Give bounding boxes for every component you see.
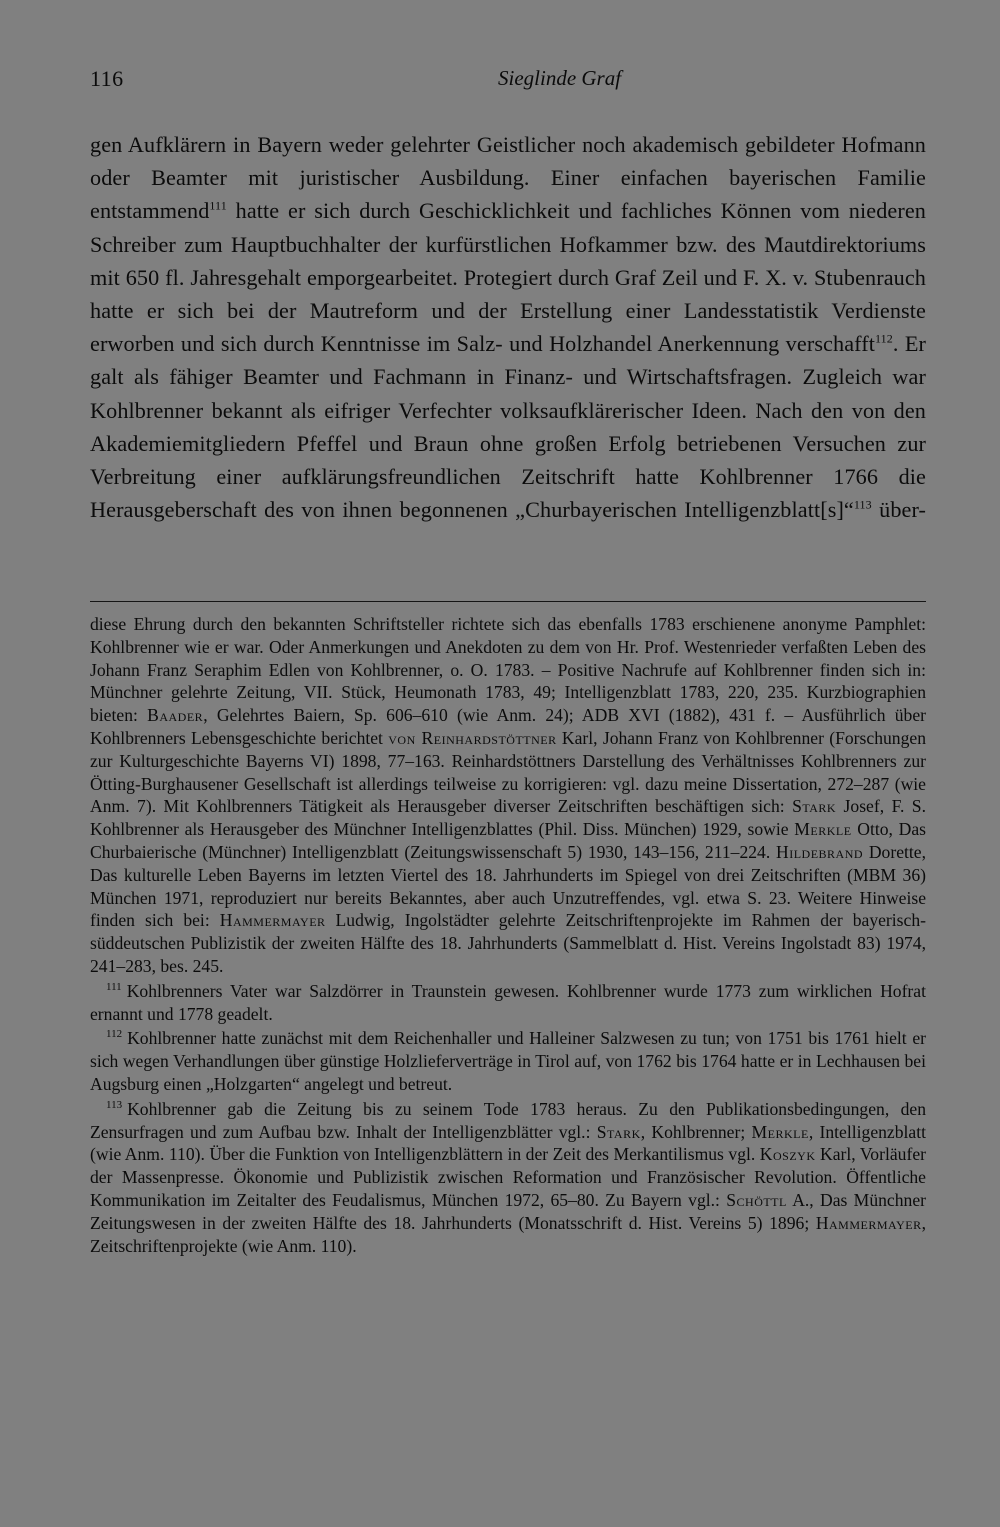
footnote-continued — [90, 613, 926, 978]
main-paragraph — [90, 128, 926, 526]
text-run: Kohlbrenner gab die Zeitung bis zu seinem Tode 1783 heraus. Zu den Publikationsbedingungen, den Zensurfragen und zum Aufbau bzw. Inhalt der Intelligenzblätter vgl.: — [90, 1098, 926, 1142]
author-name: Merkle — [794, 819, 852, 840]
footnote-marker[interactable]: 112 — [874, 331, 893, 346]
footnotes — [90, 611, 926, 1257]
page-header — [90, 66, 926, 96]
author-name: Merkle — [751, 1121, 809, 1142]
author-name: Koszyk — [759, 1144, 816, 1165]
text-run: Otto, Das Churbaierische (Münchner) Intelligenzblatt (Zeitungswissenschaft 5) 1930, 143–156, 211–224. — [90, 819, 926, 862]
footnote-111 — [90, 980, 926, 1026]
text-run: Kohlbrenner hatte zunächst mit dem Reichenhaller und Halleiner Salzwesen zu tun; von 1751 bis 1761 hielt er sich wegen Verhandlungen über günstige Holzlieferverträge in Tirol auf, von 1762 bis 1764 hatte er in Lechhausen bei Augsburg einen „Holzgarten“ angelegt und betreut. — [90, 1028, 926, 1094]
text-run: Karl, Vorläufer der Massenpresse. Ökonomie und Publizistik zwischen Reformation und Französischer Revolution. Öffentliche Kommunikation im Zeitalter des Feudalismus, München 1972, 65–80. Zu Bayern vgl.: — [90, 1144, 926, 1210]
text-run: . Er galt als fähiger Beamter und Fachmann in Finanz- und Wirtschaftsfragen. Zugleich war Kohlbrenner bekannt als eifriger Verfechter volksaufklärerischer Ideen. Nach den von den Akademiemitgliedern Pfeffel und Braun ohne großen Erfolg betriebenen Versuchen zur Verbreitung einer aufklärungsfreundlichen Zeitschrift hatte Kohlbrenner 1766 die Herausgeberschaft des von ihnen begonnenen „Churbayerischen Intelligenzblatt[s]“ — [90, 331, 926, 523]
author-name: Baader — [147, 705, 204, 726]
author-name: von Reinhardstöttner — [388, 727, 557, 748]
author-name: Stark — [792, 796, 837, 817]
text-run: , Kohlbrenner; — [640, 1121, 752, 1142]
text-run: , Gelehrtes Baiern, Sp. 606–610 (wie Anm. 24); ADB XVI (1882), 431 f. – Ausführlich über Kohlbrenners Lebensgeschichte berichtet — [90, 705, 926, 748]
footnote-113 — [90, 1098, 926, 1258]
text-run: Karl, Johann Franz von Kohlbrenner (Forschungen zur Kulturgeschichte Bayerns VI) 1898, 77–163. Reinhardstöttners Darstellung des Verhältnisses Kohlbrenners zur Ötting-Burghausener Gesellschaft ist allerdings teilweise zu korrigieren: vgl. dazu meine Dissertation, 272–287 (wie Anm. 7). Mit Kohlbrenners Tätigkeit als Herausgeber diverser Zeitschriften beschäftigen sich: — [90, 727, 926, 817]
text-run: Kohlbrenners Vater war Salzdörrer in Traunstein gewesen. Kohlbrenner wurde 1773 zum wirklichen Hofrat ernannt und 1778 geadelt. — [90, 980, 926, 1024]
text-run: , Zeitschriftenprojekte (wie Anm. 110). — [90, 1212, 926, 1256]
text-run: Josef, F. S. Kohlbrenner als Herausgeber des Münchner Intelligenzblattes (Phil. Diss. München) 1929, sowie — [90, 796, 926, 840]
footnote-number: 111 — [106, 980, 122, 993]
text-run: gen Aufklärern in Bayern weder gelehrter Geistlicher noch akademisch gebildeter Hofmann oder Beamter mit juristischer Ausbildung. Einer einfachen bayerischen Familie entstammend — [90, 132, 926, 224]
footnote-marker[interactable]: 113 — [853, 497, 872, 512]
text-run: über- — [871, 497, 927, 523]
text-run: diese Ehrung durch den bekannten Schriftsteller richtete sich das ebenfalls 1783 erschienene anonyme Pamphlet: Kohlbrenner wie er war. Oder Anmerkungen und Anekdoten zu dem von Hr. Prof. Westenrieder verfaßten Leben des Johann Franz Seraphim Edlen von Kohlbrenner, o. O. 1783. – Positive Nachrufe auf Kohlbrenner finden sich in: Münchner gelehrte Zeitung, VII. Stück, Heumonath 1783, 49; Intelligenzblatt 1783, 220, 235. Kurzbiographien bieten: — [90, 614, 926, 726]
author-name: Hammermayer — [219, 910, 326, 931]
footnote-112 — [90, 1027, 926, 1095]
text-run: hatte er sich durch Geschicklichkeit und fachliches Können vom niederen Schreiber zum Hauptbuchhalter der kurfürstlichen Hofkammer bzw. des Mautdirektoriums mit 650 fl. Jahresgehalt emporgearbeitet. Protegiert durch Graf Zeil und F. X. v. Stubenrauch hatte er sich bei der Mautreform und der Erstellung einer Landesstatistik Verdienste erworben und sich durch Kenntnisse im Salz- und Holzhandel Anerkennung verschafft — [90, 198, 926, 357]
text-run: , Intelligenzblatt (wie Anm. 110). Über die Funktion von Intelligenzblättern in der Zeit des Merkantilismus vgl. — [90, 1121, 927, 1165]
footnote-number: 113 — [106, 1098, 123, 1111]
text-run: A., Das Münchner Zeitungswesen in der zweiten Hälfte des 18. Jahrhunderts (Monatsschrift d. Hist. Vereins 5) 1896; — [90, 1189, 926, 1233]
author-name: Stark — [596, 1121, 641, 1142]
text-run: Ludwig, Ingolstädter gelehrte Zeitschriftenprojekte im Rahmen der bayerisch-süddeutschen Publizistik der zweiten Hälfte des 18. Jahrhunderts (Sammelblatt d. Hist. Vereins Ingolstadt 83) 1974, 241–283, bes. 245. — [90, 910, 926, 976]
text-run: Dorette, Das kulturelle Leben Bayerns im letzten Viertel des 18. Jahrhunderts im Spiegel von drei Zeitschriften (MBM 36) München 1971, reproduziert nur bereits Bekanntes, aber auch Unzutreffendes, vgl. etwa S. 23. Weitere Hinweise finden sich bei: — [90, 841, 926, 931]
author-name: Hildebrand — [776, 841, 864, 862]
author-name: Hammermayer — [815, 1212, 922, 1233]
author-name: Schöttl — [726, 1189, 787, 1210]
footnote-separator — [90, 601, 926, 602]
main-text — [90, 128, 926, 526]
footnote-number: 112 — [106, 1028, 123, 1041]
footnote-marker[interactable]: 111 — [209, 199, 227, 214]
running-head: Sieglinde Graf — [498, 66, 622, 90]
page-number: 116 — [90, 66, 124, 91]
